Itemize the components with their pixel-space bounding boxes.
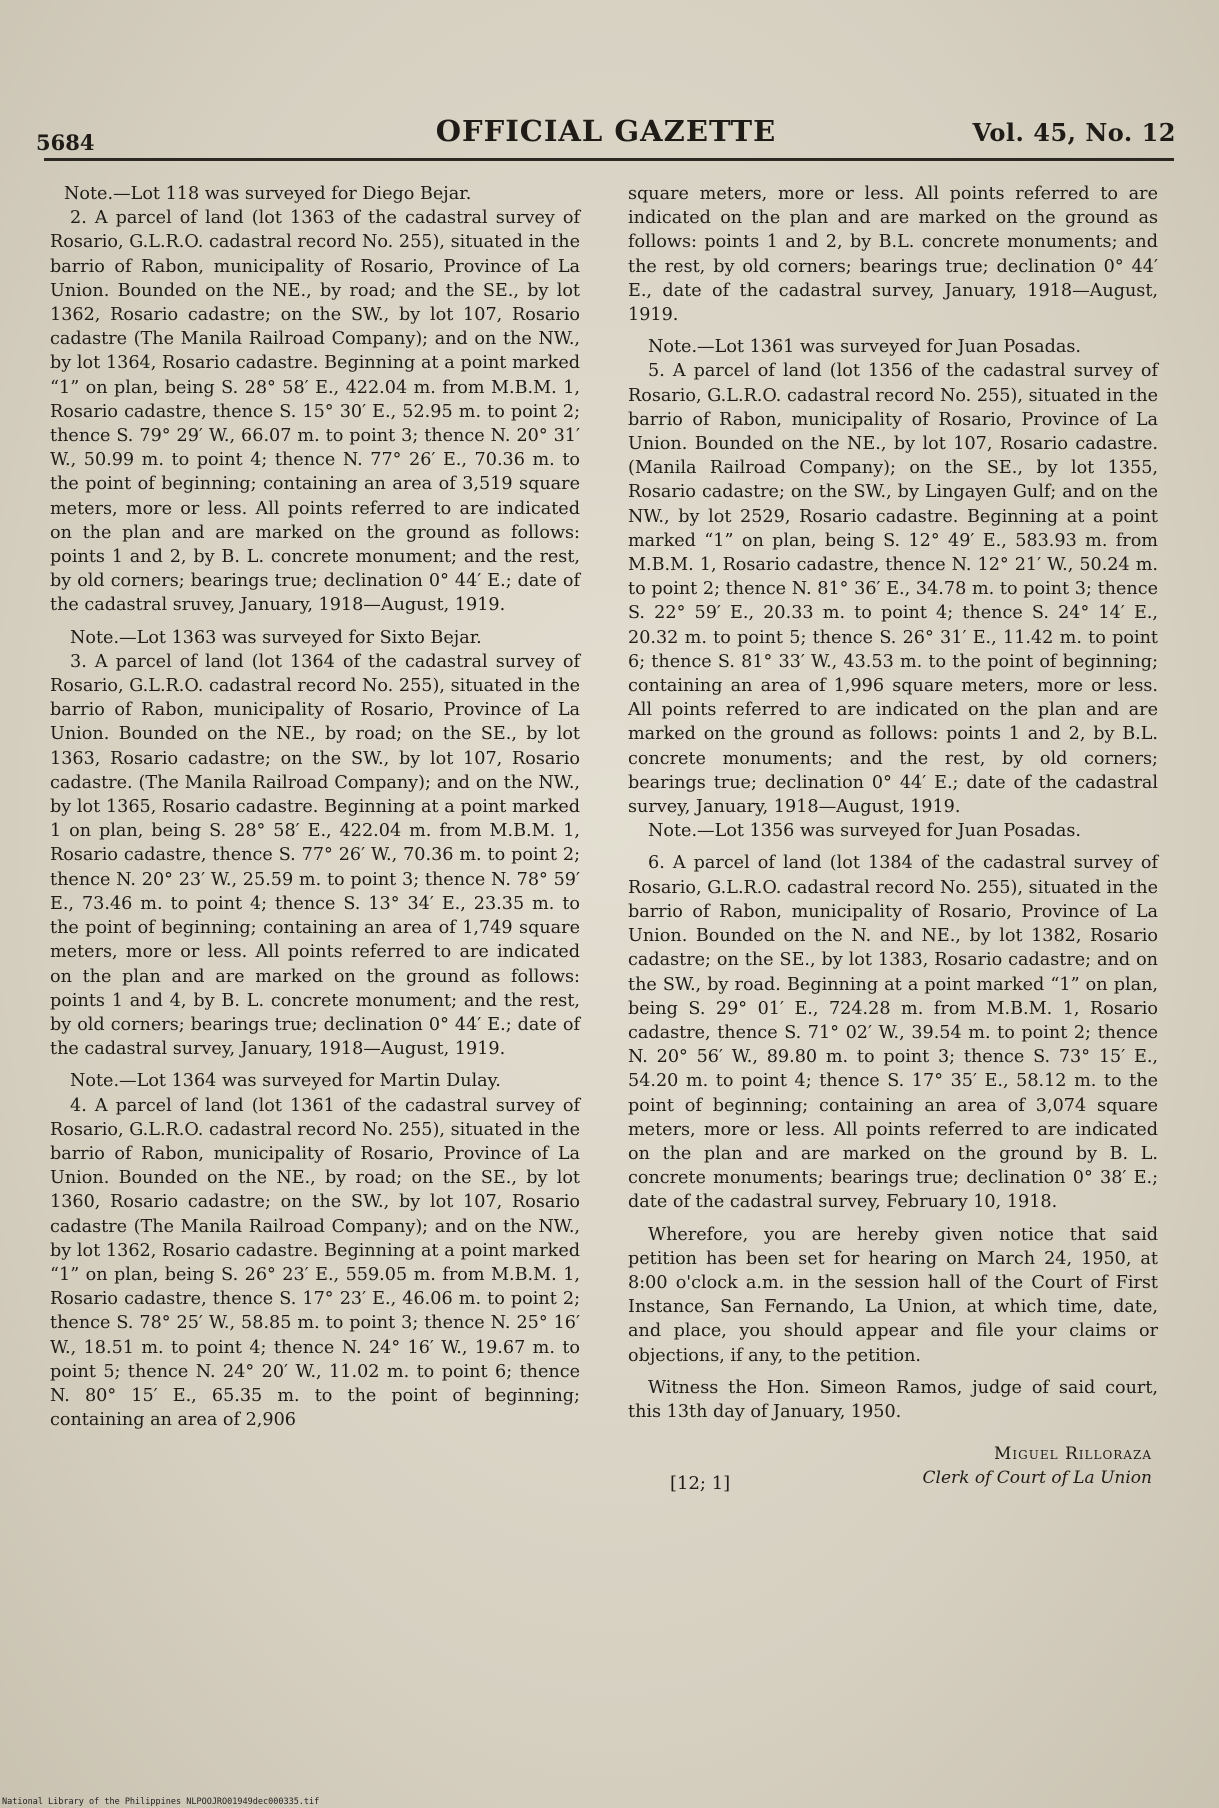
survey-note: Note.—Lot 1363 was surveyed for Sixto Bejar. — [70, 627, 482, 648]
header-rule — [44, 158, 1174, 161]
survey-note: Note.—Lot 1361 was surveyed for Juan Posadas. — [648, 337, 1081, 358]
hearing-notice: Wherefore, you are hereby given notice that said petition has been set for hearing on March 24, 1950, at 8:00 o'clock a.m. in the session hall of the Court of First Instance, San Fernando, La Union, at which time, date, and place, you should appear and file your claims or objections, if any, to the petition. — [628, 1224, 1158, 1366]
parcel-description-continued: square meters, more or less. All points referred to are indicated on the plan and are marked on the ground as follows: points 1 and 2, by B.L. concrete monuments; and the rest, by old corners; bearings true; declination 0° 44′ E., date of the cadastral survey, January, 1918—August, 1919. — [628, 184, 1158, 326]
signer-title: Clerk of Court of La Union — [922, 1468, 1152, 1489]
page-header — [36, 108, 1176, 154]
signature-block — [923, 1442, 1152, 1490]
witness-statement: Witness the Hon. Simeon Ramos, judge of said court, this 13th day of January, 1950. — [628, 1377, 1158, 1422]
volume-number: Vol. 45, No. 12 — [972, 118, 1176, 147]
parcel-description: 3. A parcel of land (lot 1364 of the cadastral survey of Rosario, G.L.R.O. cadastral record No. 255), situated in the barrio of Rabon, municipality of Rosario, Province of La Union. Bounded on the NE., by road; on the SE., by lot 1363, Rosario cadastre; on the SW., by lot 107, Rosario cadastre. (The Manila Railroad Company); and on the NW., by lot 1365, Rosario cadastre. Beginning at a point marked 1 on plan, being S. 28° 58′ E., 422.04 m. from M.B.M. 1, Rosario cadastre, thence S. 77° 26′ W., 70.36 m. to point 2; thence N. 20° 23′ W., 25.59 m. to point 3; thence N. 78° 59′ E., 73.46 m. to point 4; thence S. 13° 34′ E., 23.35 m. to the point of beginning; containing an area of 1,749 square meters, more or less. All points referred to are indicated on the plan and are marked on the ground as follows: points 1 and 4, by B. L. concrete monument; and the rest, by old corners; bearings true; declination 0° 44′ E.; date of the cadastral survey, January, 1918—August, 1919. — [50, 651, 580, 1060]
notice-footer — [628, 1442, 1158, 1502]
library-stamp: National Library of the Philippines NLPOOJRO01949dec000335.tif — [2, 1797, 320, 1807]
page-number: 5684 — [36, 130, 95, 155]
reference-code: [12; 1] — [670, 1473, 731, 1495]
parcel-description: 5. A parcel of land (lot 1356 of the cadastral survey of Rosario, G.L.R.O. cadastral record No. 255), situated in the barrio of Rabon, municipality of Rosario, Province of La Union. Bounded on the NE., by lot 107, Rosario cadastre. (Manila Railroad Company); on the SE., by lot 1355, Rosario cadastre; on the SW., by Lingayen Gulf; and on the NW., by lot 2529, Rosario cadastre. Beginning at a point marked “1” on plan, being S. 12° 49′ E., 583.93 m. from M.B.M. 1, Rosario cadastre, thence N. 12° 21′ W., 50.24 m. to point 2; thence N. 81° 36′ E., 34.78 m. to point 3; thence S. 22° 59′ E., 20.33 m. to point 4; thence S. 24° 14′ E., 20.32 m. to point 5; thence S. 26° 31′ E., 11.42 m. to point 6; thence S. 81° 33′ W., 43.53 m. to the point of beginning; containing an area of 1,996 square meters, more or less. All points referred to are indicated on the plan and are marked on the ground as follows: points 1 and 2, by B.L. concrete monuments; and the rest, by old corners; bearings true; declination 0° 44′ E.; date of the cadastral survey, January, 1918—August, 1919. — [628, 361, 1158, 818]
parcel-description: 2. A parcel of land (lot 1363 of the cadastral survey of Rosario, G.L.R.O. cadastral record No. 255), situated in the barrio of Rabon, municipality of Rosario, Province of La Union. Bounded on the NE., by road; and the SE., by lot 1362, Rosario cadastre; on the SW., by lot 107, Rosario cadastre (The Manila Railroad Company); and on the NW., by lot 1364, Rosario cadastre. Beginning at a point marked “1” on plan, being S. 28° 58′ E., 422.04 m. from M.B.M. 1, Rosario cadastre, thence S. 15° 30′ E., 52.95 m. to point 2; thence S. 79° 29′ W., 66.07 m. to point 3; thence N. 20° 31′ W., 50.99 m. to point 4; thence N. 77° 26′ E., 70.36 m. to the point of beginning; containing an area of 3,519 square meters, more or less. All points referred to are indicated on the plan and are marked on the ground as follows: points 1 and 2, by B. L. concrete monument; and the rest, by old corners; bearings true; declination 0° 44′ E.; date of the cadastral sruvey, January, 1918—August, 1919. — [50, 208, 580, 616]
signer-name: Miguel Rilloraza — [994, 1444, 1152, 1465]
left-column — [50, 182, 580, 1432]
parcel-description: 4. A parcel of land (lot 1361 of the cadastral survey of Rosario, G.L.R.O. cadastral record No. 255), situated in the barrio of Rabon, municipality of Rosario, Province of La Union. Bounded on the NE., by road; on the SE., by lot 1360, Rosario cadastre; on the SW., by lot 107, Rosario cadastre (The Manila Railroad Company); and on the NW., by lot 1362, Rosario cadastre. Beginning at a point marked “1” on plan, being S. 26° 23′ E., 559.05 m. from M.B.M. 1, Rosario cadastre, thence S. 17° 23′ E., 46.06 m. to point 2; thence S. 78° 25′ W., 58.85 m. to point 3; thence N. 25° 16′ W., 18.51 m. to point 4; thence N. 24° 16′ W., 19.67 m. to point 5; thence N. 24° 20′ W., 11.02 m. to point 6; thence N. 80° 15′ E., 65.35 m. to the point of beginning; containing an area of 2,906 — [50, 1095, 580, 1431]
publication-title: OFFICIAL GAZETTE — [435, 114, 777, 148]
right-column — [628, 182, 1158, 1502]
survey-note: Note.—Lot 1356 was surveyed for Juan Posadas. — [648, 821, 1081, 842]
survey-note: Note.—Lot 118 was surveyed for Diego Bejar. — [64, 184, 472, 204]
parcel-description: 6. A parcel of land (lot 1384 of the cadastral survey of Rosario, G.L.R.O. cadastral record No. 255), situated in the barrio of Rabon, municipality of Rosario, Province of La Union. Bounded on the N. and NE., by lot 1382, Rosario cadastre; on the SE., by lot 1383, Rosario cadastre; and on the SW., by road. Beginning at a point marked “1” on plan, being S. 29° 01′ E., 724.28 m. from M.B.M. 1, Rosario cadastre, thence S. 71° 02′ W., 39.54 m. to point 2; thence N. 20° 56′ W., 89.80 m. to point 3; thence S. 73° 15′ E., 54.20 m. to point 4; thence S. 17° 35′ E., 58.12 m. to the point of beginning; containing an area of 3,074 square meters, more or less. All points referred to are indicated on the plan and are marked on the ground by B. L. concrete monuments; bearings true; declination 0° 38′ E.; date of the cadastral survey, February 10, 1918. — [628, 853, 1158, 1213]
survey-note: Note.—Lot 1364 was surveyed for Martin Dulay. — [70, 1071, 501, 1092]
